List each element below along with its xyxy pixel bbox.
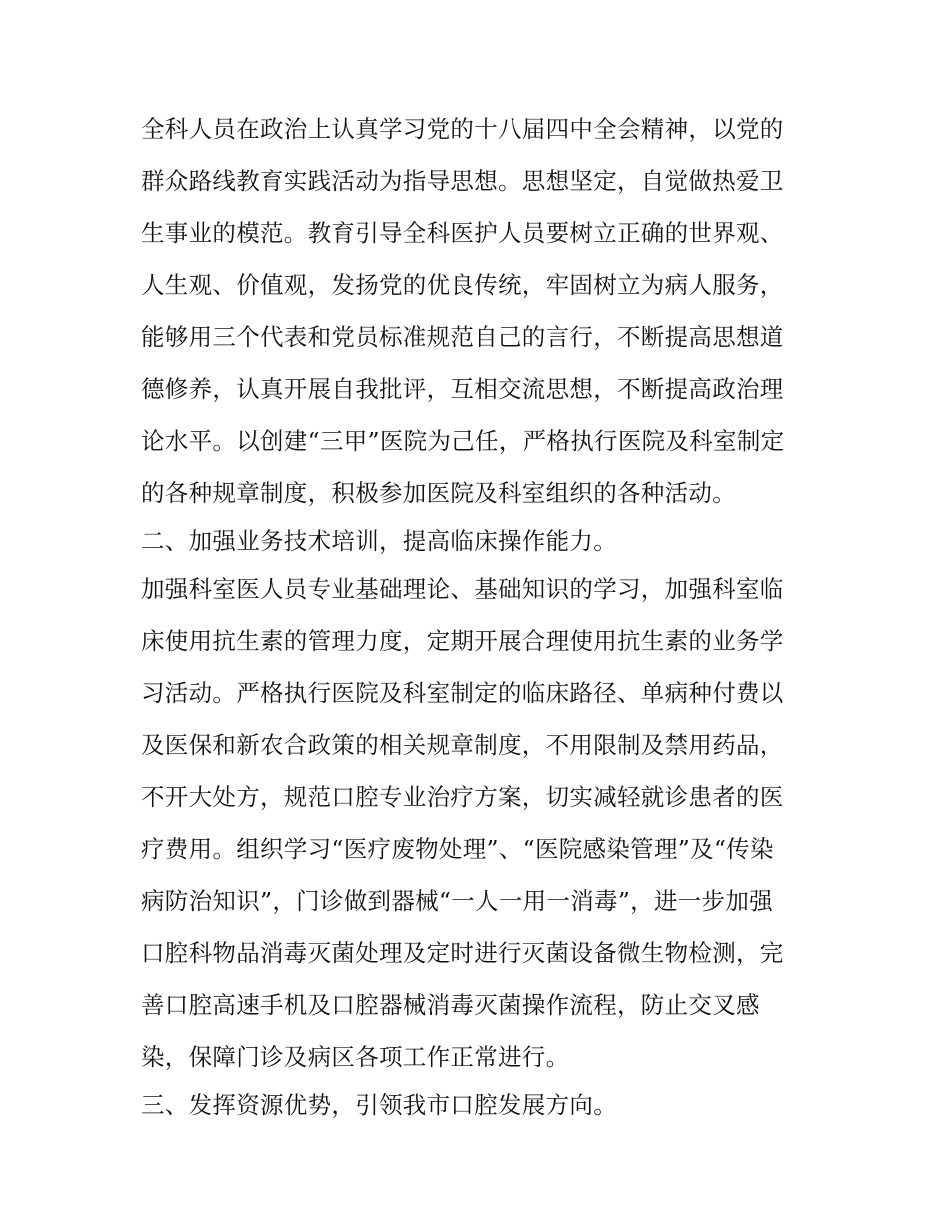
section-heading: 二、加强业务技术培训，提高临床操作能力。 (141, 527, 617, 555)
paragraph-line: 生事业的模范。教育引导全科医护人员要树立正确的世界观、 (141, 219, 784, 247)
paragraph-line: 能够用三个代表和党员标准规范自己的言行，不断提高思想道 (141, 323, 784, 351)
paragraph-line: 人生观、价值观，发扬党的优良传统，牢固树立为病人服务， (141, 271, 784, 299)
paragraph-line: 染，保障门诊及病区各项工作正常进行。 (141, 1043, 570, 1071)
paragraph-line: 病防治知识”，门诊做到器械“一人一用一消毒”，进一步加强 (141, 887, 773, 915)
paragraph-line: 的各种规章制度，积极参加医院及科室组织的各种活动。 (141, 479, 736, 507)
paragraph-line: 德修养，认真开展自我批评，互相交流思想，不断提高政治理 (141, 375, 784, 403)
paragraph-line: 疗费用。组织学习“医疗废物处理”、“医院感染管理”及“传染 (141, 835, 774, 863)
paragraph-line: 口腔科物品消毒灭菌处理及定时进行灭菌设备微生物检测，完 (141, 939, 784, 967)
paragraph-line: 及医保和新农合政策的相关规章制度，不用限制及禁用药品， (141, 731, 784, 759)
paragraph-line: 不开大处方，规范口腔专业治疗方案，切实减轻就诊患者的医 (141, 783, 784, 811)
paragraph-line: 善口腔高速手机及口腔器械消毒灭菌操作流程，防止交叉感 (141, 991, 760, 1019)
paragraph-line: 习活动。严格执行医院及科室制定的临床路径、单病种付费以 (141, 679, 784, 707)
paragraph-line: 论水平。以创建“三甲”医院为己任，严格执行医院及科室制定 (141, 427, 785, 455)
paragraph-line: 全科人员在政治上认真学习党的十八届四中全会精神，以党的 (141, 115, 784, 143)
section-heading: 三、发挥资源优势，引领我市口腔发展方向。 (141, 1091, 617, 1119)
paragraph-line: 加强科室医人员专业基础理论、基础知识的学习，加强科室临 (141, 575, 784, 603)
paragraph-line: 群众路线教育实践活动为指导思想。思想坚定，自觉做热爱卫 (141, 167, 784, 195)
paragraph-line: 床使用抗生素的管理力度，定期开展合理使用抗生素的业务学 (141, 627, 784, 655)
